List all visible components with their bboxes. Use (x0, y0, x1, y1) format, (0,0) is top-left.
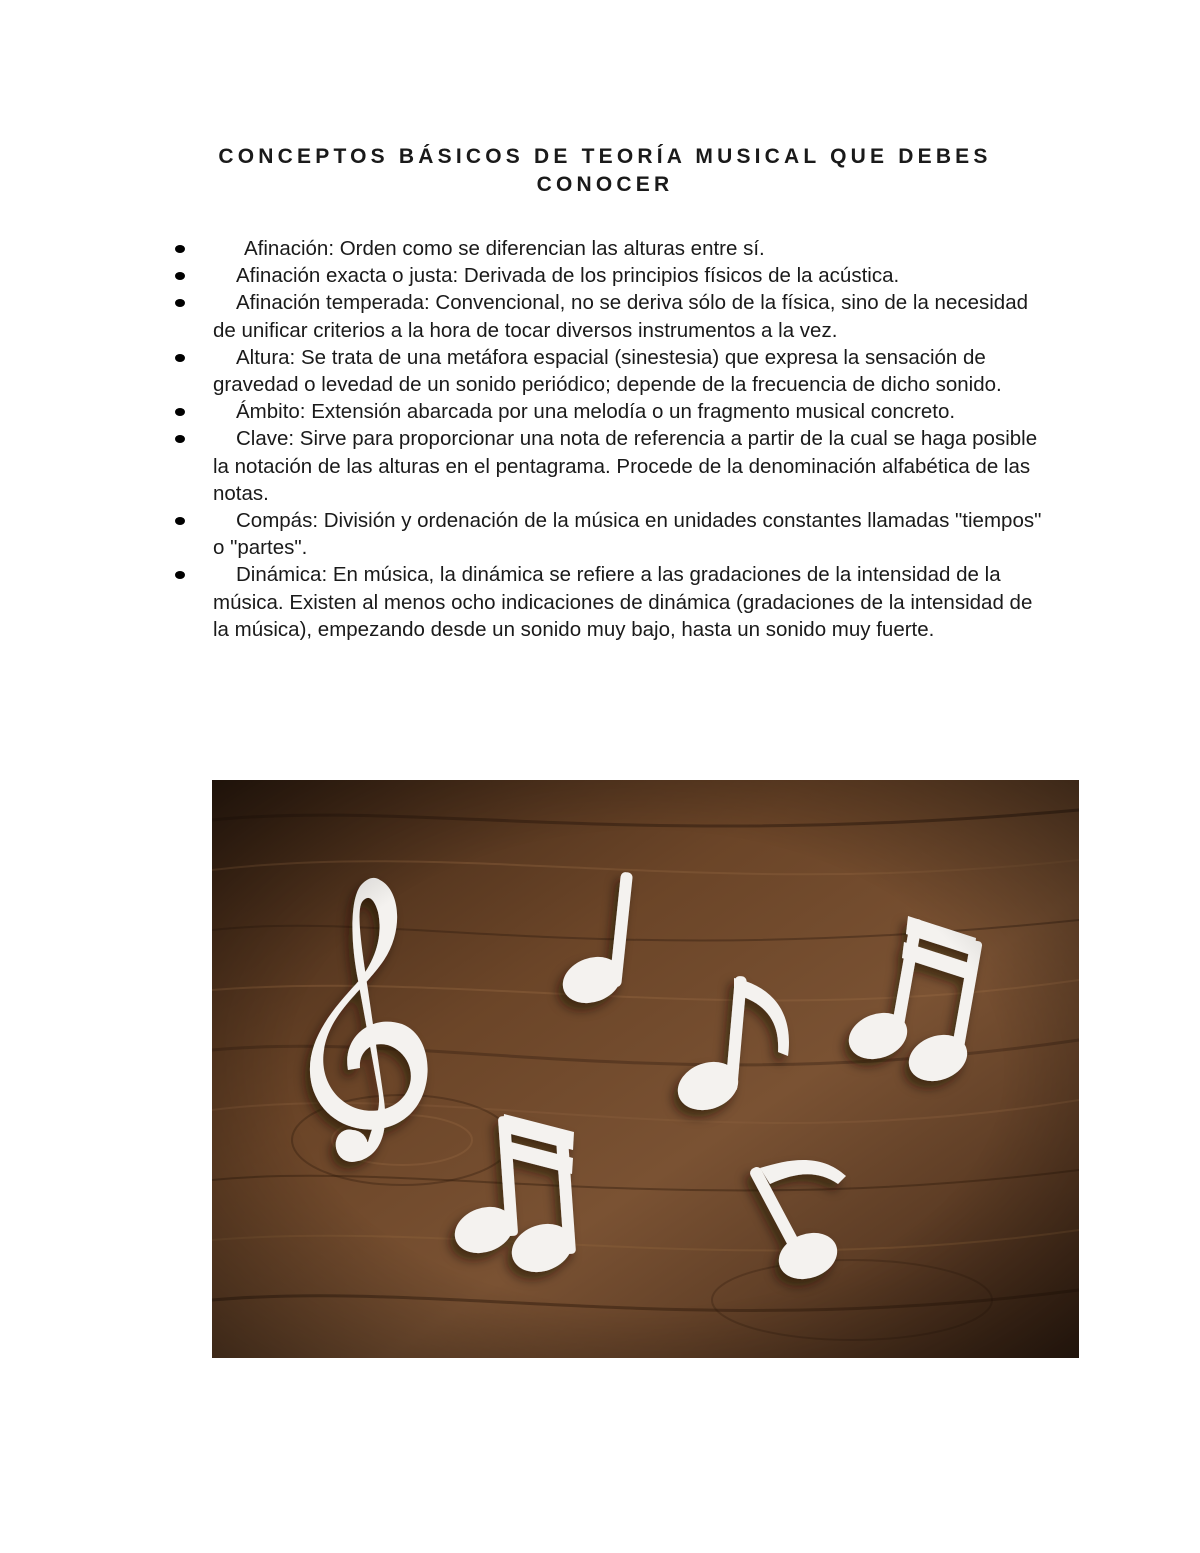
concept-text: Afinación exacta o justa: Derivada de los principios físicos de la acústica. (236, 264, 900, 288)
concept-ambito (213, 398, 1053, 425)
title-line-1: CONCEPTOS BÁSICOS DE TEORÍA MUSICAL QUE DEBES (218, 145, 992, 168)
concept-text: Clave: Sirve para proporcionar una nota de referencia a partir de la cual se haga posible la notación de las alturas en el pentagrama. Procede de la denominación alfabética de las notas. (213, 427, 1038, 505)
concept-text: Dinámica: En música, la dinámica se refiere a las gradaciones de la intensidad de la música. Existen al menos ocho indicaciones de dinámica (gradaciones de la intensidad de la música), empezando desde un sonido muy bajo, hasta un sonido muy fuerte. (213, 563, 1033, 641)
concept-text: Afinación temperada: Convencional, no se deriva sólo de la física, sino de la necesidad de unificar criterios a la hora de tocar diversos instrumentos a la vez. (213, 291, 1029, 342)
music-notes-photo (212, 780, 1079, 1358)
bullet-icon (175, 354, 185, 362)
concept-text: Ámbito: Extensión abarcada por una melodía o un fragmento musical concreto. (236, 400, 956, 424)
concept-afinacion (213, 235, 1053, 262)
photo-vignette (212, 780, 1079, 1358)
bullet-icon (175, 408, 185, 416)
concept-text: Afinación: Orden como se diferencian las alturas entre sí. (244, 237, 765, 260)
concept-compas (213, 507, 1053, 561)
bullet-icon (175, 571, 185, 579)
concept-list (213, 235, 1053, 643)
concept-afinacion-temperada (213, 289, 1053, 343)
concept-altura (213, 344, 1053, 398)
bullet-icon (175, 245, 185, 253)
concept-text: Altura: Se trata de una metáfora espacial (sinestesia) que expresa la sensación de gravedad o levedad de un sonido periódico; depende de la frecuencia de dicho sonido. (213, 345, 1002, 397)
concept-clave (213, 425, 1053, 507)
bullet-icon (175, 272, 185, 280)
concept-text: Compás: División y ordenación de la música en unidades constantes llamadas "tiempos" o "partes". (213, 509, 1042, 560)
concept-dinamica (213, 561, 1053, 643)
concept-afinacion-exacta (213, 262, 1053, 289)
bullet-icon (175, 435, 185, 443)
title-line-2: CONOCER (536, 173, 674, 196)
page-title (160, 143, 1050, 199)
bullet-icon (175, 299, 185, 307)
bullet-icon (175, 517, 185, 525)
